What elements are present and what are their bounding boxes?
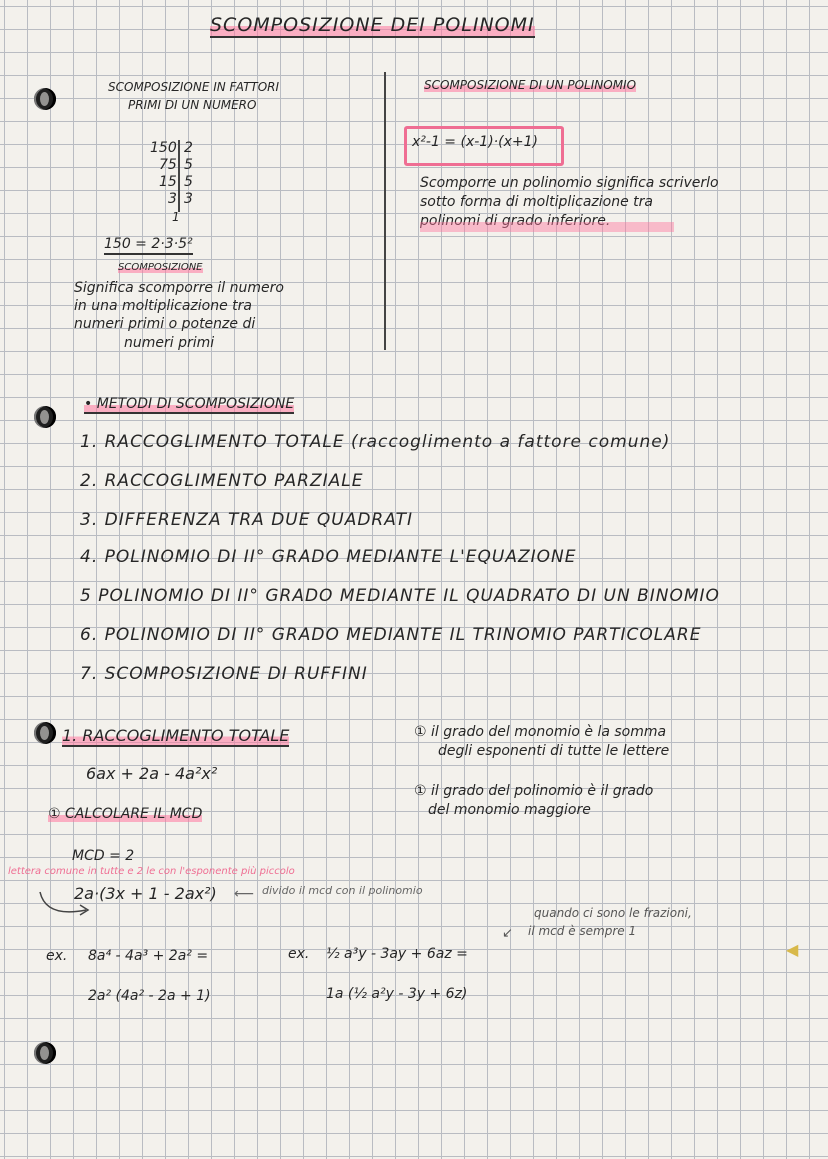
right-desc-line3: polinomi di grado inferiore. bbox=[420, 213, 611, 229]
factor-right: 5 bbox=[184, 157, 193, 173]
binder-hole bbox=[34, 406, 56, 428]
left-desc-line3: numeri primi o potenze di bbox=[74, 316, 256, 332]
right-heading: SCOMPOSIZIONE DI UN POLINOMIO bbox=[424, 78, 637, 92]
factor-right: 2 bbox=[184, 140, 193, 156]
right-desc-line2: sotto forma di moltiplicazione tra bbox=[420, 194, 653, 210]
curved-arrow-icon bbox=[36, 888, 96, 922]
factor-divider bbox=[178, 140, 180, 212]
fraction-note-line2: il mcd è sempre 1 bbox=[528, 924, 637, 938]
page-title: SCOMPOSIZIONE DEI POLINOMI bbox=[210, 14, 535, 36]
method-item: 7. SCOMPOSIZIONE DI RUFFINI bbox=[80, 664, 368, 684]
method-item: 6. POLINOMIO DI II° GRADO MEDIANTE IL TRINOMIO PARTICOLARE bbox=[80, 625, 702, 645]
note2-line1: ① il grado del polinomio è il grado bbox=[414, 783, 654, 799]
ex2-result: 1a (½ a²y - 3y + 6z) bbox=[326, 986, 468, 1002]
method-item: 2. RACCOGLIMENTO PARZIALE bbox=[80, 471, 364, 491]
right-desc-line1: Scomporre un polinomio significa scriverlo bbox=[420, 175, 719, 191]
binder-hole bbox=[34, 722, 56, 744]
factor-left: 15 bbox=[159, 174, 177, 190]
factor-right: 5 bbox=[184, 174, 193, 190]
method-item: 4. POLINOMIO DI II° GRADO MEDIANTE L'EQUAZIONE bbox=[80, 547, 577, 567]
method-item: 3. DIFFERENZA TRA DUE QUADRATI bbox=[80, 510, 414, 530]
factor-left: 75 bbox=[159, 157, 177, 173]
methods-heading: • METODI DI SCOMPOSIZIONE bbox=[84, 396, 295, 412]
method-item: 1. RACCOGLIMENTO TOTALE (raccoglimento a fattore comune) bbox=[80, 432, 671, 452]
ex1-result: 2a² (4a² - 2a + 1) bbox=[88, 988, 211, 1004]
note1-line2: degli esponenti di tutte le lettere bbox=[438, 743, 670, 759]
ex1-label: ex. bbox=[46, 948, 68, 964]
note1-line1: ① il grado del monomio è la somma bbox=[414, 724, 667, 740]
factored-expr: 2a·(3x + 1 - 2ax²) bbox=[74, 884, 217, 903]
raccoglimento-expr: 6ax + 2a - 4a²x² bbox=[86, 764, 218, 783]
lettera-comune-note: lettera comune in tutte e 2 le con l'esponente più piccolo bbox=[8, 866, 295, 877]
ex2-label: ex. bbox=[288, 946, 310, 962]
fraction-note-line1: quando ci sono le frazioni, bbox=[534, 906, 692, 920]
method-item: 5 POLINOMIO DI II° GRADO MEDIANTE IL QUADRATO DI UN BINOMIO bbox=[80, 586, 720, 606]
ex2-expr: ½ a³y - 3ay + 6az = bbox=[326, 946, 468, 962]
arrow-icon: ⟵ bbox=[234, 886, 255, 902]
mcd-value: MCD = 2 bbox=[72, 848, 135, 864]
right-desc-highlight bbox=[420, 222, 674, 232]
binder-hole bbox=[34, 1042, 56, 1064]
calcolare-mcd: ① CALCOLARE IL MCD bbox=[48, 806, 203, 822]
raccoglimento-heading: 1. RACCOGLIMENTO TOTALE bbox=[62, 726, 290, 745]
formula: x²-1 = (x-1)·(x+1) bbox=[412, 134, 538, 150]
factor-right: 3 bbox=[184, 191, 193, 207]
page-corner-mark: ◀ bbox=[786, 940, 799, 959]
factor-result: 150 = 2·3·5² bbox=[104, 236, 193, 255]
left-desc-line1: Significa scomporre il numero bbox=[74, 280, 284, 296]
factor-left: 3 bbox=[168, 191, 177, 207]
left-desc-line2: in una moltiplicazione tra bbox=[74, 298, 252, 314]
factor-left: 1 bbox=[172, 210, 180, 224]
binder-hole bbox=[34, 88, 56, 110]
left-heading-line2: PRIMI DI UN NUMERO bbox=[128, 98, 257, 112]
divido-note: divido il mcd con il polinomio bbox=[262, 884, 423, 897]
left-desc-line4: numeri primi bbox=[124, 335, 215, 351]
note2-line2: del monomio maggiore bbox=[428, 802, 591, 818]
left-heading-line1: SCOMPOSIZIONE IN FATTORI bbox=[108, 80, 280, 94]
scomposizione-label: SCOMPOSIZIONE bbox=[118, 262, 203, 273]
ex1-expr: 8a⁴ - 4a³ + 2a² = bbox=[88, 948, 209, 964]
section-divider bbox=[384, 72, 386, 350]
arrow-icon: ↙ bbox=[502, 926, 513, 941]
factor-left: 150 bbox=[150, 140, 177, 156]
